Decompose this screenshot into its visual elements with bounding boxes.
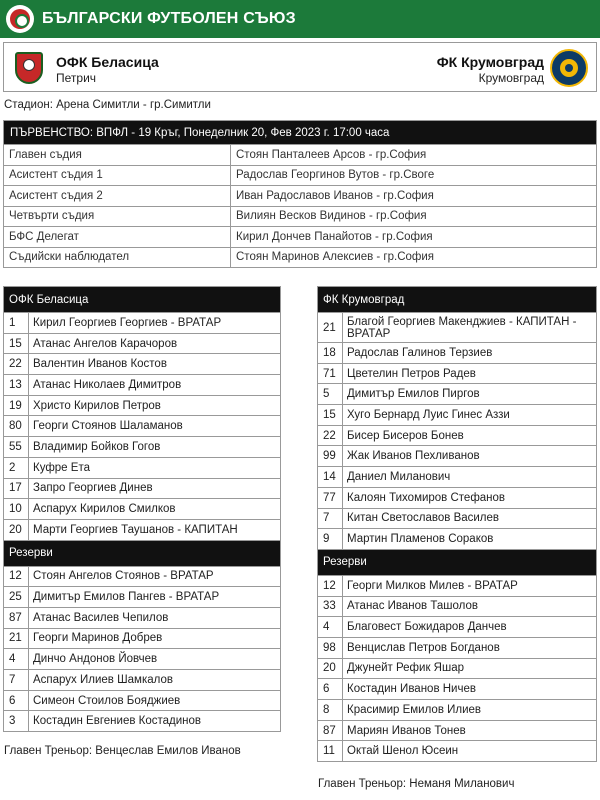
player-row [4,690,281,711]
player-name: Куфре Ета [29,457,281,478]
away-coach: Главен Треньор: Неманя Миланович [318,778,515,790]
player-name: Калоян Тихомиров Стефанов [343,487,597,508]
official-row [4,186,597,207]
player-name: Христо Кирилов Петров [29,395,281,416]
player-number: 80 [4,416,29,437]
player-number: 18 [318,343,343,364]
official-role: БФС Делегат [4,227,231,248]
officials-table [3,120,597,268]
player-number: 12 [318,575,343,596]
player-row [4,670,281,691]
home-team-name: ОФК Беласица [56,54,159,70]
away-roster-table [317,286,597,762]
player-row [4,607,281,628]
player-row [318,637,597,658]
player-row [318,529,597,550]
player-name: Даниел Миланович [343,467,597,488]
player-name: Атанас Ангелов Карачоров [29,333,281,354]
player-name: Аспарух Илиев Шамкалов [29,670,281,691]
official-role: Асистент съдия 1 [4,165,231,186]
player-name: Китан Светославов Василев [343,508,597,529]
player-name: Симеон Стоилов Бояджиев [29,690,281,711]
player-name: Костадин Евгениев Костадинов [29,711,281,732]
official-name: Стоян Панталеев Арсов - гр.София [231,145,597,166]
federation-logo-icon [6,5,34,33]
player-row [4,499,281,520]
official-row [4,206,597,227]
player-row [4,333,281,354]
player-number: 55 [4,437,29,458]
player-row [4,649,281,670]
player-row [318,596,597,617]
player-name: Димитър Емилов Пиргов [343,384,597,405]
player-number: 2 [4,457,29,478]
player-row [4,478,281,499]
player-name: Валентин Иванов Костов [29,354,281,375]
player-row [4,519,281,540]
home-team-city: Петрич [56,71,97,85]
player-row [318,487,597,508]
player-number: 4 [4,649,29,670]
player-row [318,508,597,529]
player-row [318,741,597,762]
player-name: Радослав Галинов Терзиев [343,343,597,364]
player-name: Хуго Бернард Луис Гинес Аззи [343,405,597,426]
player-row [4,711,281,732]
competition-info: ПЪРВЕНСТВО: ВПФЛ - 19 Кръг, Понеделник 20, Фев 2023 г. 17:00 часа [4,121,597,145]
player-row [318,575,597,596]
official-row [4,145,597,166]
player-number: 21 [4,628,29,649]
player-name: Мариян Иванов Тонев [343,720,597,741]
player-number: 19 [4,395,29,416]
player-number: 8 [318,700,343,721]
player-row [4,416,281,437]
away-club-crest-icon [550,49,588,87]
player-number: 14 [318,467,343,488]
player-row [318,467,597,488]
player-number: 7 [4,670,29,691]
official-name: Вилиян Весков Видинов - гр.София [231,206,597,227]
player-number: 77 [318,487,343,508]
player-number: 11 [318,741,343,762]
federation-header [0,0,600,38]
player-row [4,395,281,416]
official-role: Главен съдия [4,145,231,166]
player-name: Жак Иванов Пехливанов [343,446,597,467]
player-name: Димитър Емилов Пангев - ВРАТАР [29,587,281,608]
home-club-crest-icon [12,49,46,87]
official-role: Асистент съдия 2 [4,186,231,207]
player-name: Атанас Иванов Ташолов [343,596,597,617]
player-number: 22 [318,425,343,446]
player-row [4,587,281,608]
player-row [4,457,281,478]
stadium-info: Стадион: Арена Симитли - гр.Симитли [4,99,211,111]
away-reserves-title: Резерви [318,549,597,575]
player-name: Красимир Емилов Илиев [343,700,597,721]
player-row [318,658,597,679]
official-role: Съдийски наблюдател [4,247,231,268]
player-name: Владимир Бойков Гогов [29,437,281,458]
player-number: 6 [318,679,343,700]
home-reserves-title: Резерви [4,540,281,566]
player-row [318,425,597,446]
player-number: 12 [4,566,29,587]
player-name: Атанас Николаев Димитров [29,375,281,396]
player-number: 3 [4,711,29,732]
away-team-city: Крумовград [478,71,544,85]
player-name: Костадин Иванов Ничев [343,679,597,700]
player-name: Георги Стоянов Шаламанов [29,416,281,437]
official-name: Радослав Георгинов Вутов - гр.Своге [231,165,597,186]
home-coach: Главен Треньор: Венцеслав Емилов Иванов [4,745,241,757]
player-row [318,405,597,426]
player-row [318,700,597,721]
player-row [318,384,597,405]
player-name: Марти Георгиев Таушанов - КАПИТАН [29,519,281,540]
player-row [318,617,597,638]
player-number: 9 [318,529,343,550]
official-row [4,165,597,186]
official-name: Стоян Маринов Алексиев - гр.София [231,247,597,268]
player-name: Благой Георгиев Макенджиев - КАПИТАН - ВРАТАР [343,313,597,343]
official-row [4,227,597,248]
player-number: 20 [318,658,343,679]
player-row [4,628,281,649]
player-name: Динчо Андонов Йовчев [29,649,281,670]
player-row [318,313,597,343]
player-number: 15 [4,333,29,354]
player-number: 33 [318,596,343,617]
player-name: Октай Шенол Юсеин [343,741,597,762]
player-number: 17 [4,478,29,499]
player-name: Георги Милков Милев - ВРАТАР [343,575,597,596]
home-roster-title: ОФК Беласица [4,287,281,313]
player-name: Цветелин Петров Радев [343,363,597,384]
player-number: 22 [4,354,29,375]
player-number: 71 [318,363,343,384]
player-row [318,343,597,364]
player-name: Кирил Георгиев Георгиев - ВРАТАР [29,313,281,334]
player-number: 10 [4,499,29,520]
player-name: Джунейт Рефик Яшар [343,658,597,679]
player-name: Венцислав Петров Богданов [343,637,597,658]
away-team-name: ФК Крумовград [436,54,544,70]
player-row [4,354,281,375]
official-name: Кирил Дончев Панайотов - гр.София [231,227,597,248]
player-name: Запро Георгиев Динев [29,478,281,499]
player-name: Аспарух Кирилов Смилков [29,499,281,520]
official-name: Иван Радославов Иванов - гр.София [231,186,597,207]
player-row [318,446,597,467]
player-row [318,679,597,700]
player-number: 99 [318,446,343,467]
player-number: 6 [4,690,29,711]
federation-title: БЪЛГАРСКИ ФУТБОЛЕН СЪЮЗ [42,10,296,27]
official-role: Четвърти съдия [4,206,231,227]
player-row [318,720,597,741]
player-row [4,313,281,334]
player-name: Георги Маринов Добрев [29,628,281,649]
player-number: 98 [318,637,343,658]
player-number: 5 [318,384,343,405]
player-row [4,566,281,587]
player-row [4,375,281,396]
player-name: Мартин Пламенов Сораков [343,529,597,550]
player-number: 15 [318,405,343,426]
player-number: 7 [318,508,343,529]
player-row [4,437,281,458]
player-row [318,363,597,384]
player-number: 4 [318,617,343,638]
player-number: 87 [4,607,29,628]
player-name: Благовест Божидаров Данчев [343,617,597,638]
player-name: Стоян Ангелов Стоянов - ВРАТАР [29,566,281,587]
official-row [4,247,597,268]
away-roster-title: ФК Крумовград [318,287,597,313]
player-number: 21 [318,313,343,343]
player-name: Бисер Бисеров Бонев [343,425,597,446]
player-number: 1 [4,313,29,334]
home-roster-table [3,286,281,732]
player-number: 87 [318,720,343,741]
match-teams-header [3,42,597,92]
player-number: 25 [4,587,29,608]
player-number: 13 [4,375,29,396]
player-number: 20 [4,519,29,540]
player-name: Атанас Василев Чепилов [29,607,281,628]
